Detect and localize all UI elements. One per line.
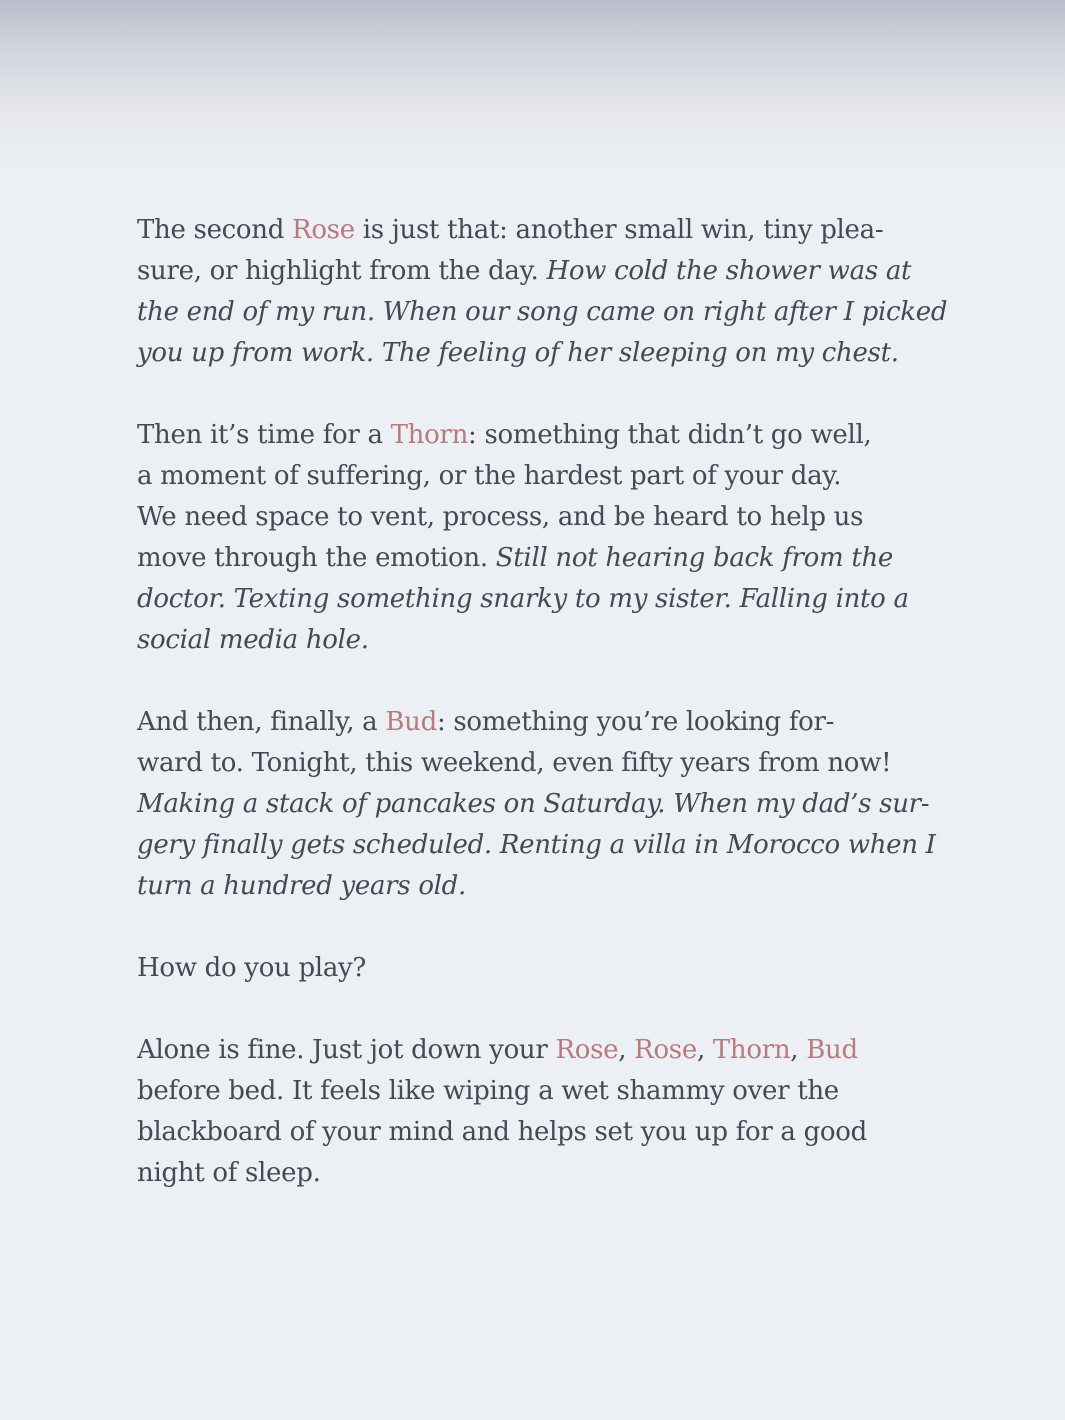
text-line — [137, 743, 937, 784]
text-run: blackboard of your mind and helps set you up for a good — [137, 1117, 867, 1147]
highlighted-term: Thorn — [390, 420, 469, 450]
paragraph — [137, 210, 948, 374]
text-run: , — [696, 1035, 713, 1065]
highlighted-term: Rose — [555, 1035, 619, 1065]
text-run: : something you’re looking for- — [436, 707, 835, 737]
italic-example: the end of my run. When our song came on right after I picked — [137, 297, 948, 327]
text-run: sure, or highlight from the day. — [137, 256, 547, 286]
text-line — [137, 866, 937, 907]
text-run: : something that didn’t go well, — [468, 420, 872, 450]
highlighted-term: Rose — [634, 1035, 697, 1065]
text-run: ward to. Tonight, this weekend, even fifty years from now! — [137, 748, 892, 778]
text-line — [137, 1112, 937, 1153]
text-line — [137, 620, 937, 661]
text-line — [137, 948, 937, 989]
italic-example: gery finally gets scheduled. Renting a villa in Morocco when I — [137, 830, 936, 860]
text-run: How do you play? — [137, 953, 367, 983]
text-line — [137, 1153, 937, 1194]
text-run: before bed. It feels like wiping a wet shammy over the — [137, 1076, 839, 1106]
paragraph — [137, 702, 937, 907]
book-page-text — [137, 210, 948, 1235]
italic-example: Still not hearing back from the — [495, 543, 894, 573]
text-line — [137, 415, 937, 456]
paragraph — [137, 1030, 937, 1194]
italic-example: Making a stack of pancakes on Saturday. When my dad’s sur- — [137, 789, 930, 819]
paragraph — [137, 415, 937, 661]
text-line — [137, 292, 948, 333]
text-line — [137, 825, 937, 866]
text-run: Alone is fine. Just jot down your — [137, 1035, 556, 1065]
highlighted-term: Thorn — [712, 1035, 791, 1065]
text-line — [137, 702, 937, 743]
top-shadow-gradient — [0, 0, 1065, 170]
text-run: move through the emotion. — [137, 543, 496, 573]
text-run: Then it’s time for a — [137, 420, 391, 450]
italic-example: How cold the shower was at — [546, 256, 912, 286]
text-line — [137, 1071, 937, 1112]
text-run: is just that: another small win, tiny plea- — [354, 215, 884, 245]
text-line — [137, 456, 937, 497]
italic-example: doctor. Texting something snarky to my sister. Falling into a — [137, 584, 909, 614]
text-line — [137, 538, 937, 579]
text-line — [137, 784, 937, 825]
text-run: , — [618, 1035, 635, 1065]
text-line — [137, 1030, 937, 1071]
text-run: , — [790, 1035, 807, 1065]
text-line — [137, 579, 937, 620]
text-line — [137, 251, 937, 292]
text-run: a moment of suffering, or the hardest part of your day. — [137, 461, 842, 491]
text-run: And then, finally, a — [137, 707, 386, 737]
italic-example: turn a hundred years old. — [137, 871, 466, 901]
highlighted-term: Bud — [806, 1035, 858, 1065]
italic-example: social media hole. — [137, 625, 369, 655]
paragraph — [137, 948, 937, 989]
highlighted-term: Bud — [385, 707, 437, 737]
highlighted-term: Rose — [292, 215, 355, 245]
text-line — [137, 210, 937, 251]
text-line — [137, 497, 937, 538]
text-line — [137, 333, 937, 374]
italic-example: you up from work. The feeling of her sleeping on my chest. — [137, 338, 899, 368]
text-run: We need space to vent, process, and be heard to help us — [137, 502, 864, 532]
text-run: The second — [137, 215, 293, 245]
text-run: night of sleep. — [137, 1158, 321, 1188]
